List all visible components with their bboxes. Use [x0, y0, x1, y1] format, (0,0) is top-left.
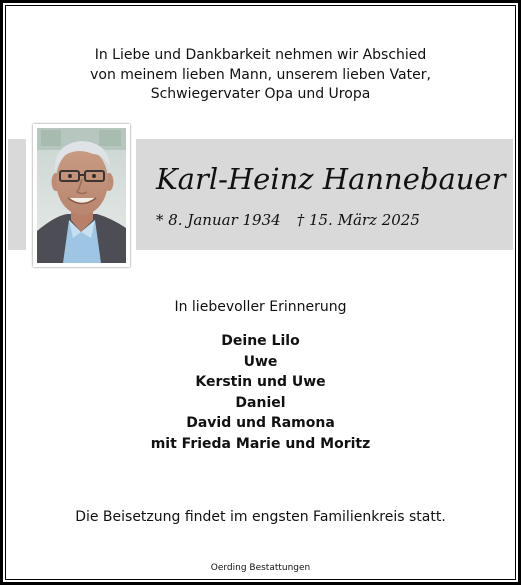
intro-line: In Liebe und Dankbarkeit nehmen wir Abschied: [94, 47, 427, 63]
family-member: Uwe: [243, 353, 278, 370]
family-member: mit Frieda Marie und Moritz: [150, 435, 371, 452]
name-band-left: [8, 139, 26, 250]
family-names: [0, 331, 521, 455]
life-dates: [156, 211, 420, 229]
intro-text: [0, 46, 521, 105]
portrait-image: [37, 128, 126, 263]
deceased-name: Karl-Heinz Hannebauer: [156, 162, 506, 196]
death-date: † 15. März 2025: [296, 211, 420, 229]
birth-date: * 8. Januar 1934: [156, 211, 281, 229]
family-member: Kerstin und Uwe: [195, 374, 326, 391]
portrait-photo: [33, 124, 130, 267]
family-member: David und Ramona: [186, 415, 335, 432]
intro-line: von meinem lieben Mann, unserem lieben Vater,: [90, 66, 431, 83]
intro-line: Schwiegervater Opa und Uropa: [150, 86, 371, 102]
family-member: Daniel: [235, 394, 286, 411]
memory-line: In liebevoller Erinnerung: [174, 299, 347, 315]
family-member: Deine Lilo: [221, 333, 300, 349]
undertaker-name: Oerding Bestattungen: [210, 563, 311, 573]
burial-note: Die Beisetzung findet im engsten Familienkreis statt.: [75, 509, 446, 525]
